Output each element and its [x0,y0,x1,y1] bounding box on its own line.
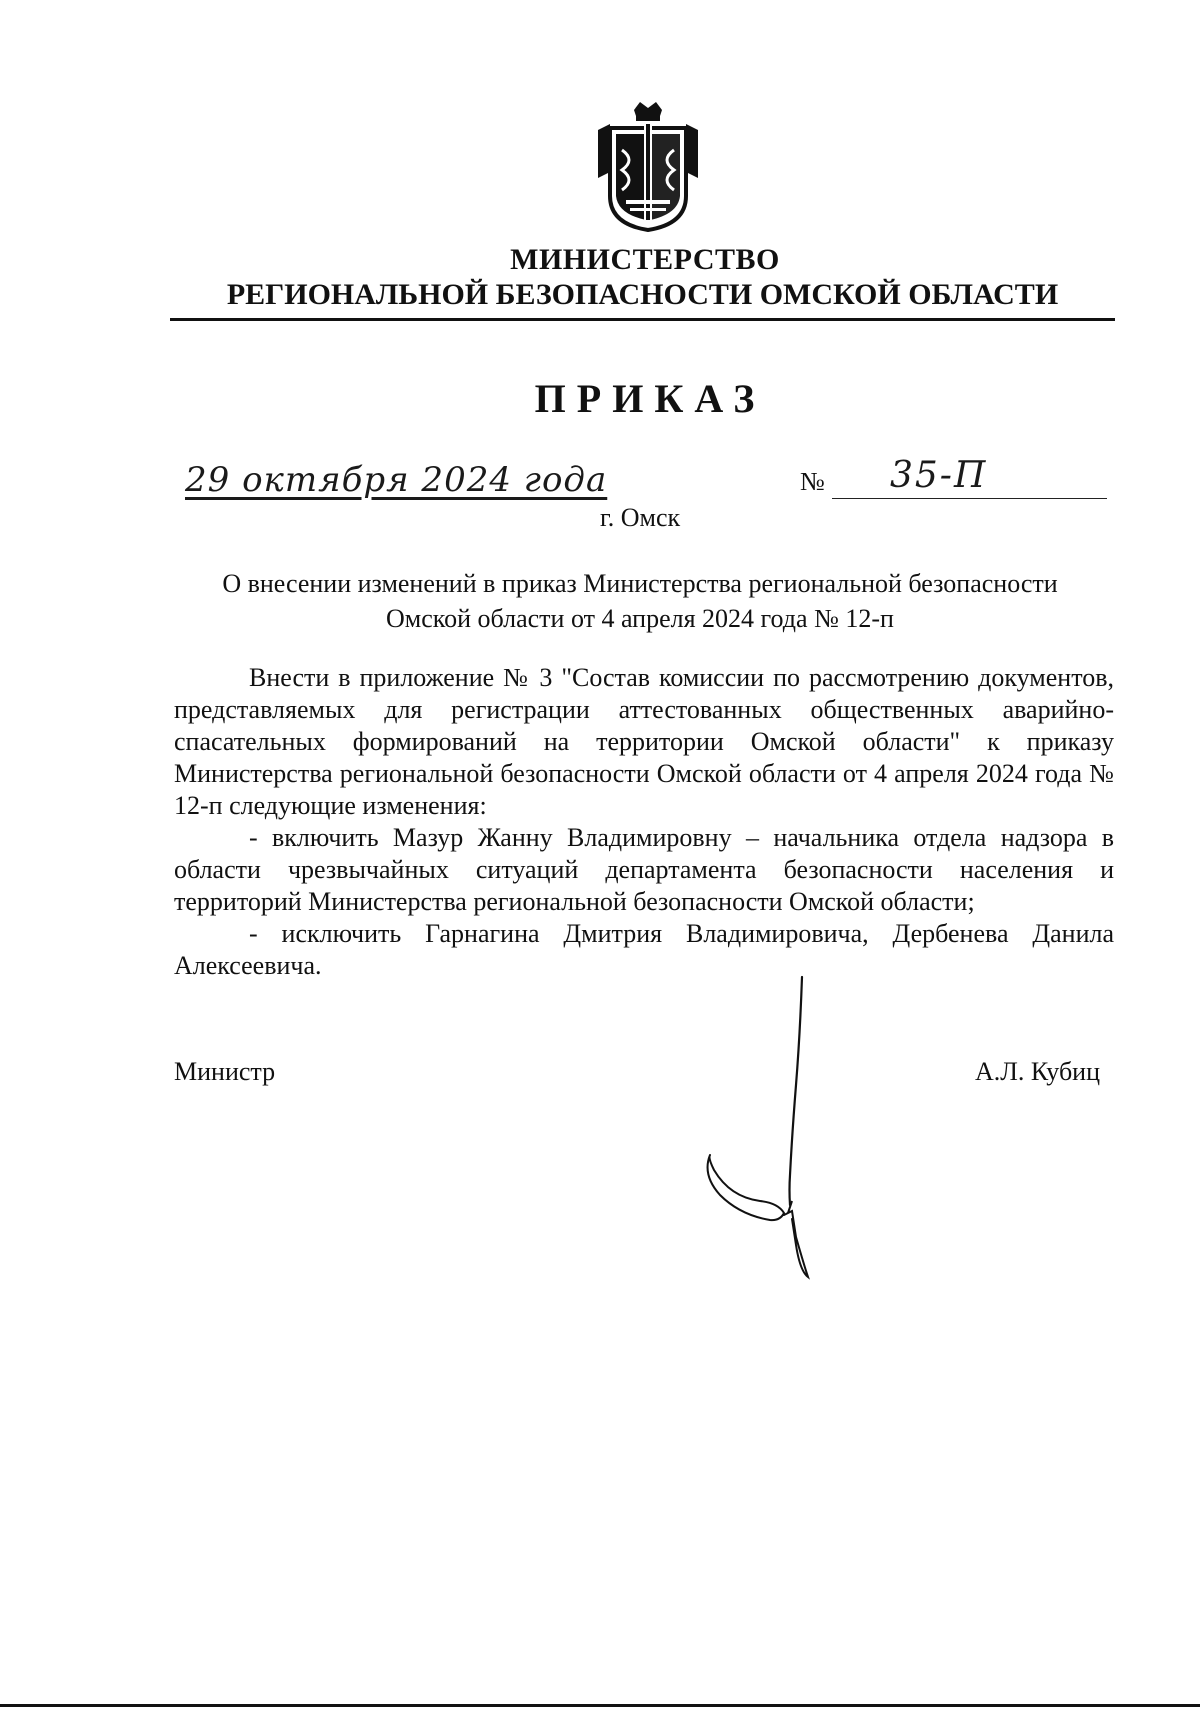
subject-line1: О внесении изменений в приказ Министерства региональной безопасности [222,569,1058,598]
handwritten-signature [700,975,850,1285]
order-date: 29 октября 2024 года [185,460,608,500]
body-paragraph-1: Внести в приложение № 3 "Состав комиссии по рассмотрению документов, представляемых для регистрации аттестованных общественных аварийно-спасательных формирований на территории Омской области" к приказу Министерства региональной безопасности Омской области от 4 апреля 2024 года № 12-п следующие изменения: [174,663,1114,820]
signatory-name: А.Л. Кубиц [975,1057,1101,1086]
order-body [174,662,1114,982]
city: г. Омск [600,503,681,532]
page-bottom-edge [0,1704,1200,1707]
body-paragraph-2: - включить Мазур Жанну Владимировну – начальника отдела надзора в области чрезвычайных ситуаций департамента безопасности населения и территорий Министерства региональной безопасности Омской области; [174,823,1114,916]
document-title: ПРИКАЗ [534,376,766,421]
order-number: 35-П [890,455,988,496]
signatory-title: Министр [174,1057,276,1086]
number-sign: № [800,467,825,496]
ministry-name-line1: МИНИСТЕРСТВО [510,243,780,276]
coat-of-arms-icon [596,100,700,232]
subject-line2: Омской области от 4 апреля 2024 года № 12-п [386,604,894,633]
ministry-name-line2: РЕГИОНАЛЬНОЙ БЕЗОПАСНОСТИ ОМСКОЙ ОБЛАСТИ [226,278,1059,311]
order-subject [170,566,1110,636]
body-paragraph-3: - исключить Гарнагина Дмитрия Владимировича, Дербенева Данила Алексеевича. [174,919,1114,980]
header-divider [170,318,1115,321]
number-underline [832,498,1107,499]
